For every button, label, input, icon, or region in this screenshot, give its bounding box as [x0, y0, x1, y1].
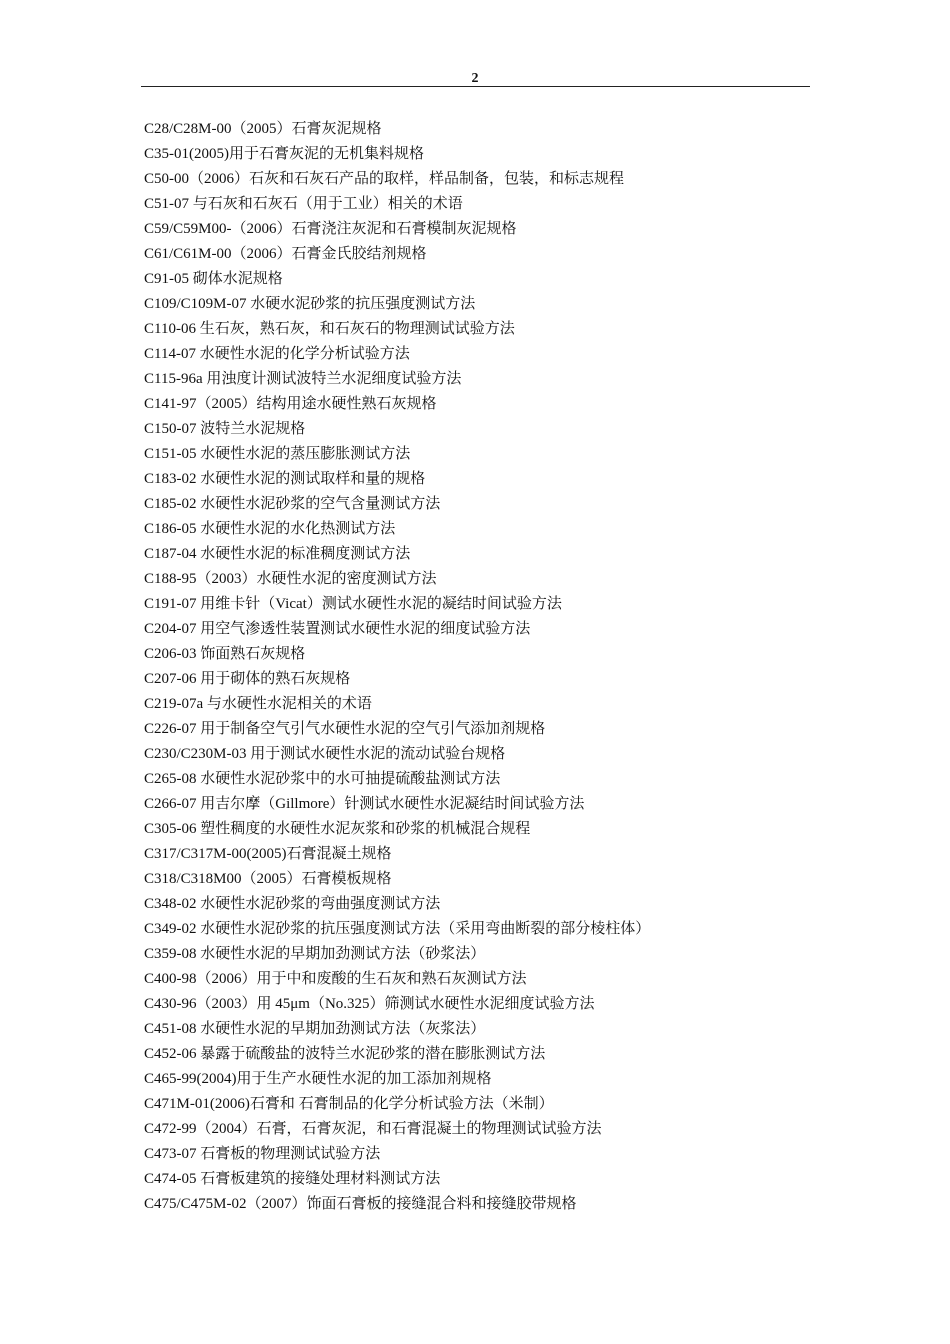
standard-list-item: C472-99（2004）石膏，石膏灰泥，和石膏混凝土的物理测试试验方法 [144, 1121, 602, 1137]
standard-list-item: C359-08 水硬性水泥的早期加劲测试方法（砂浆法） [144, 946, 486, 962]
standard-list-item: C204-07 用空气渗透性装置测试水硬性水泥的细度试验方法 [144, 621, 531, 637]
standard-list-item: C150-07 波特兰水泥规格 [144, 421, 306, 437]
standard-list-item: C451-08 水硬性水泥的早期加劲测试方法（灰浆法） [144, 1021, 486, 1037]
standard-list-item: C207-06 用于砌体的熟石灰规格 [144, 671, 351, 687]
standard-list-item: C61/C61M-00（2006）石膏金氏胶结剂规格 [144, 246, 427, 262]
standard-list-item: C91-05 砌体水泥规格 [144, 271, 283, 287]
standard-list-item: C50-00（2006）石灰和石灰石产品的取样，样品制备，包装，和标志规程 [144, 171, 625, 187]
standard-list-item: C230/C230M-03 用于测试水硬性水泥的流动试验台规格 [144, 746, 506, 762]
standard-list-item: C471M-01(2006)石膏和 石膏制品的化学分析试验方法（米制） [144, 1096, 554, 1112]
standard-list-item: C317/C317M-00(2005)石膏混凝土规格 [144, 846, 392, 862]
standard-list-item: C186-05 水硬性水泥的水化热测试方法 [144, 521, 396, 537]
standard-list-item: C465-99(2004)用于生产水硬性水泥的加工添加剂规格 [144, 1071, 492, 1087]
standard-list-item: C188-95（2003）水硬性水泥的密度测试方法 [144, 571, 437, 587]
standard-list-item: C474-05 石膏板建筑的接缝处理材料测试方法 [144, 1171, 441, 1187]
standard-list-item: C226-07 用于制备空气引气水硬性水泥的空气引气添加剂规格 [144, 721, 546, 737]
standard-list-item: C318/C318M00（2005）石膏模板规格 [144, 871, 392, 887]
standard-list-item: C187-04 水硬性水泥的标准稠度测试方法 [144, 546, 411, 562]
standard-list-item: C305-06 塑性稠度的水硬性水泥灰浆和砂浆的机械混合规程 [144, 821, 531, 837]
standard-list-item: C51-07 与石灰和石灰石（用于工业）相关的术语 [144, 196, 463, 212]
standard-list-item: C206-03 饰面熟石灰规格 [144, 646, 306, 662]
standard-list-item: C115-96a 用浊度计测试波特兰水泥细度试验方法 [144, 371, 462, 387]
standard-list-item: C475/C475M-02（2007）饰面石膏板的接缝混合料和接缝胶带规格 [144, 1196, 577, 1212]
standard-list-item: C430-96（2003）用 45μm（No.325）筛测试水硬性水泥细度试验方法 [144, 996, 595, 1012]
page-number: 2 [471, 71, 479, 86]
standard-list-item: C266-07 用吉尔摩（Gillmore）针测试水硬性水泥凝结时间试验方法 [144, 796, 585, 812]
standard-list-item: C452-06 暴露于硫酸盐的波特兰水泥砂浆的潜在膨胀测试方法 [144, 1046, 546, 1062]
standard-list-item: C400-98（2006）用于中和废酸的生石灰和熟石灰测试方法 [144, 971, 527, 987]
standard-list-item: C185-02 水硬性水泥砂浆的空气含量测试方法 [144, 496, 441, 512]
standard-list-item: C114-07 水硬性水泥的化学分析试验方法 [144, 346, 410, 362]
standard-list-item: C109/C109M-07 水硬水泥砂浆的抗压强度测试方法 [144, 296, 476, 312]
header-rule [141, 86, 810, 87]
standard-list-item: C348-02 水硬性水泥砂浆的弯曲强度测试方法 [144, 896, 441, 912]
standard-list-item: C28/C28M-00（2005）石膏灰泥规格 [144, 121, 382, 137]
standard-list-item: C191-07 用维卡针（Vicat）测试水硬性水泥的凝结时间试验方法 [144, 596, 562, 612]
standard-list-item: C110-06 生石灰，熟石灰，和石灰石的物理测试试验方法 [144, 321, 515, 337]
standard-list-item: C151-05 水硬性水泥的蒸压膨胀测试方法 [144, 446, 411, 462]
standard-list-item: C141-97（2005）结构用途水硬性熟石灰规格 [144, 396, 437, 412]
standards-list [144, 117, 650, 1217]
standard-list-item: C183-02 水硬性水泥的测试取样和量的规格 [144, 471, 426, 487]
standard-list-item: C35-01(2005)用于石膏灰泥的无机集料规格 [144, 146, 424, 162]
standard-list-item: C265-08 水硬性水泥砂浆中的水可抽提硫酸盐测试方法 [144, 771, 501, 787]
standard-list-item: C349-02 水硬性水泥砂浆的抗压强度测试方法（采用弯曲断裂的部分棱柱体） [144, 921, 651, 937]
standard-list-item: C219-07a 与水硬性水泥相关的术语 [144, 696, 372, 712]
standard-list-item: C473-07 石膏板的物理测试试验方法 [144, 1146, 381, 1162]
standard-list-item: C59/C59M00-（2006）石膏浇注灰泥和石膏模制灰泥规格 [144, 221, 517, 237]
